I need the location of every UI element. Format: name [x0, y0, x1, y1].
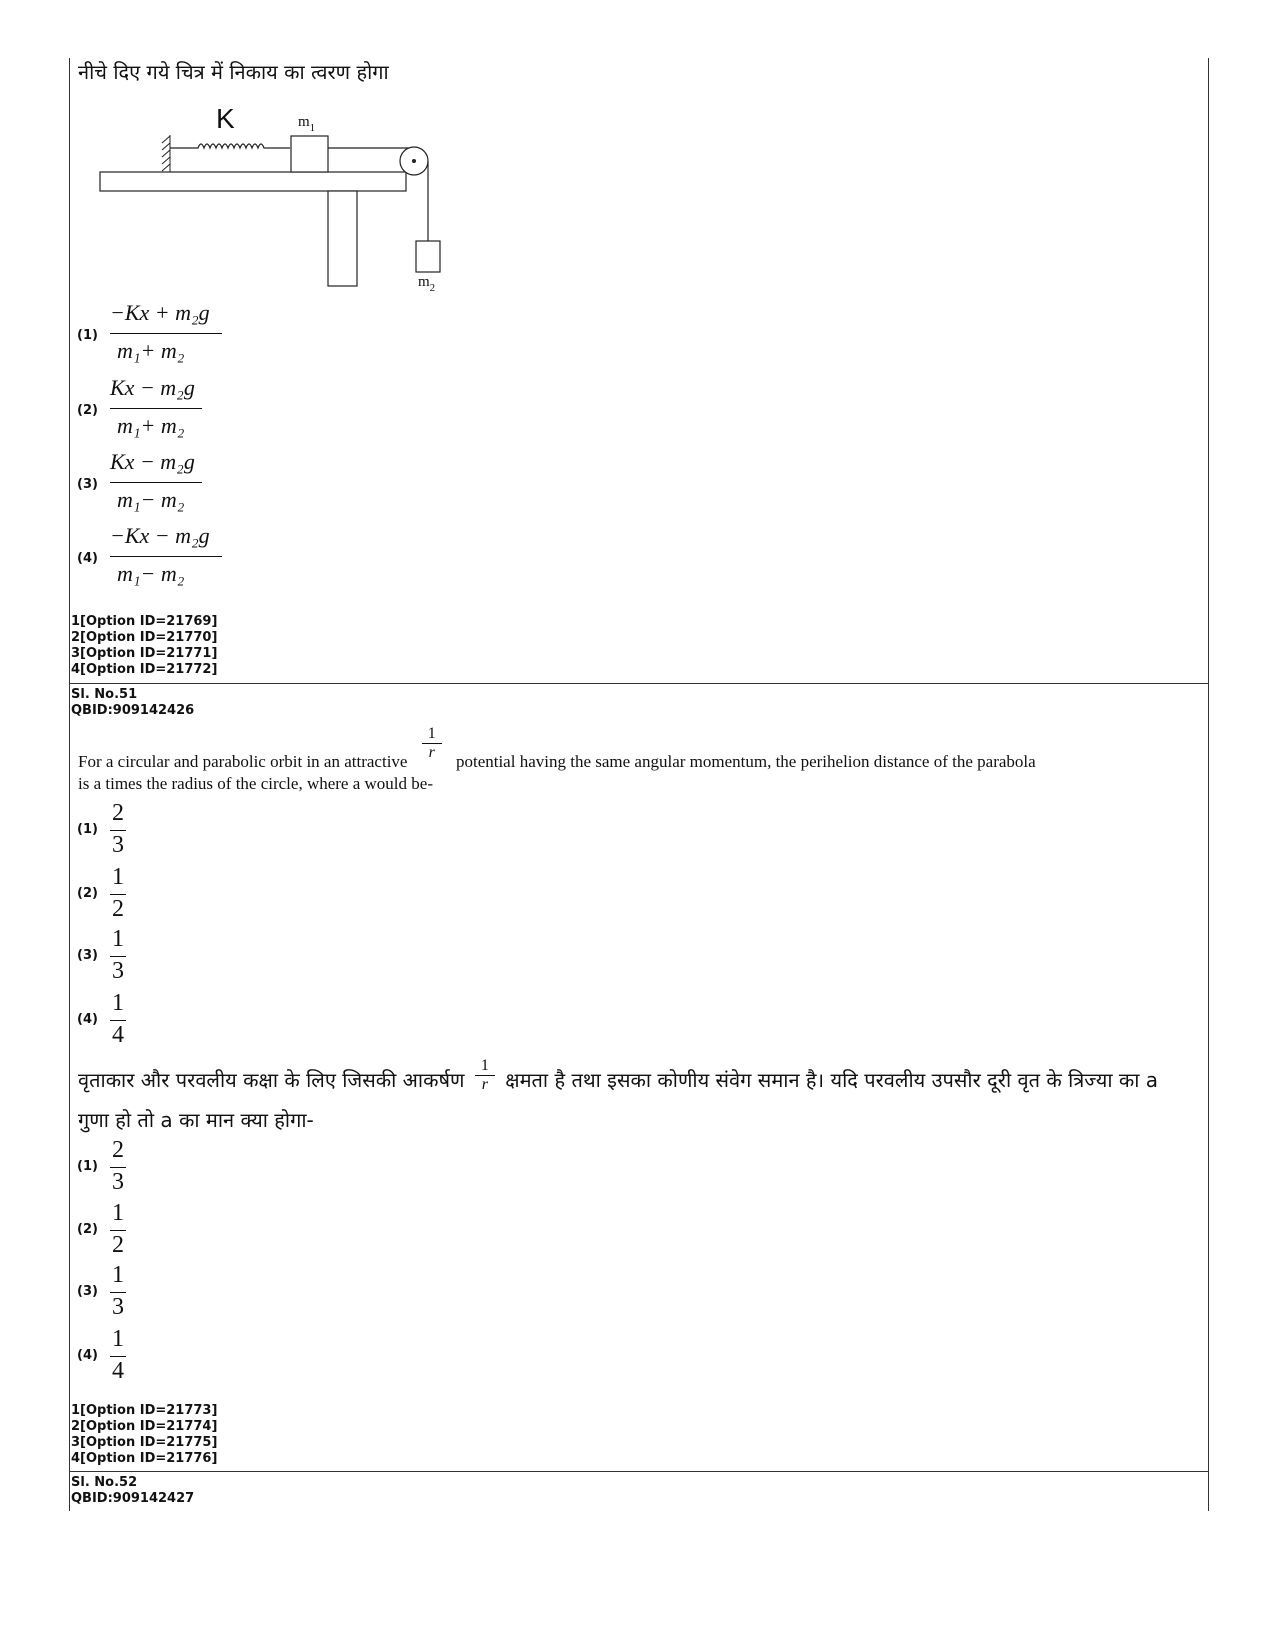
- option-number: (1): [77, 1159, 98, 1174]
- option-number: (1): [77, 328, 98, 343]
- formula-denominator: m₁+ m₂: [117, 413, 185, 438]
- fraction-denominator: 4: [112, 1022, 124, 1048]
- qbid: QBID:909142427: [71, 1491, 195, 1506]
- table-top: [100, 172, 406, 191]
- q52-header: [71, 1475, 194, 1507]
- fraction-bar: [110, 830, 126, 831]
- option-number: (2): [77, 886, 98, 901]
- serial-number: Sl. No.51: [71, 687, 138, 702]
- fraction-numerator: 1: [112, 1326, 124, 1352]
- q51-option-ids: [71, 1403, 217, 1467]
- q51-english-line2: is a times the radius of the circle, where a would be-: [78, 774, 433, 793]
- fraction-denominator: 3: [112, 1169, 124, 1195]
- fraction-bar: [110, 333, 222, 334]
- inline-fraction: $\frac{1}{r}$: [422, 725, 442, 762]
- option-number: (3): [77, 477, 98, 492]
- fraction-numerator: 2: [112, 1137, 124, 1163]
- option-id: 4[Option ID=21776]: [71, 1451, 218, 1466]
- fraction-numerator: 1: [112, 990, 124, 1016]
- qbid: QBID:909142426: [71, 703, 195, 718]
- q51-english-line1: For a circular and parabolic orbit in an attractive $\frac{1}{r}$ potential having the same angular momentum, the perihelion distance of the parabola: [78, 725, 1036, 771]
- option-number: (3): [77, 948, 98, 963]
- fraction-numerator: 1: [112, 864, 124, 890]
- serial-number: Sl. No.52: [71, 1475, 138, 1490]
- fraction-bar: [110, 1292, 126, 1293]
- inline-fraction: $\frac{1}{r}$: [475, 1057, 495, 1094]
- option-id: 2[Option ID=21774]: [71, 1419, 218, 1434]
- fraction-bar: [110, 408, 202, 409]
- formula-numerator: −Kx + m₂g: [110, 300, 210, 325]
- divider-q51-q52: [69, 1471, 1209, 1472]
- q51-hindi-line1: वृताकार और परवलीय कक्षा के लिए जिसकी आकर्षण $\frac{1}{r}$ क्षमता है तथा इसका कोणीय संवेग समान है। यदि परवलीय उपसौर दूरी वृत के त्रिज्या का a: [78, 1057, 1159, 1093]
- fraction-denominator: 2: [112, 1232, 124, 1258]
- fraction-numerator: 1: [112, 1262, 124, 1288]
- fraction-denominator: 3: [112, 958, 124, 984]
- fraction-denominator: 4: [112, 1358, 124, 1384]
- formula-denominator: m₁− m₂: [117, 561, 185, 586]
- fraction-bar: [110, 956, 126, 957]
- fraction-bar: [110, 1167, 126, 1168]
- q51-hindi-line2: गुणा हो तो a का मान क्या होगा-: [78, 1108, 314, 1132]
- option-id: 1[Option ID=21769]: [71, 614, 218, 629]
- q51-header: [71, 687, 194, 719]
- option-number: (2): [77, 403, 98, 418]
- option-id: 1[Option ID=21773]: [71, 1403, 218, 1418]
- option-id: 3[Option ID=21775]: [71, 1435, 218, 1450]
- block-m1: [291, 136, 328, 172]
- fraction-numerator: 1: [112, 926, 124, 952]
- left-border: [69, 58, 70, 1511]
- formula-denominator: m₁− m₂: [117, 487, 185, 512]
- q50-option-ids: [71, 614, 217, 678]
- fraction-bar: [110, 1356, 126, 1357]
- m1-label: $m_1$: [298, 114, 316, 134]
- option-number: (4): [77, 1012, 98, 1027]
- formula-numerator: Kx − m₂g: [110, 449, 195, 474]
- formula-denominator: m₁+ m₂: [117, 338, 185, 363]
- divider-q50-q51: [69, 683, 1209, 684]
- formula-numerator: Kx − m₂g: [110, 375, 195, 400]
- option-number: (4): [77, 1348, 98, 1363]
- fraction-numerator: 2: [112, 800, 124, 826]
- fraction-bar: [110, 556, 222, 557]
- option-id: 4[Option ID=21772]: [71, 662, 218, 677]
- fraction-numerator: 1: [112, 1200, 124, 1226]
- fraction-bar: [110, 1020, 126, 1021]
- fraction-bar: [110, 482, 202, 483]
- block-m2: [416, 241, 440, 272]
- spring-label: K: [216, 103, 235, 134]
- right-border: [1208, 58, 1209, 1511]
- option-number: (4): [77, 551, 98, 566]
- option-number: (1): [77, 822, 98, 837]
- table-leg: [328, 191, 357, 286]
- option-number: (2): [77, 1222, 98, 1237]
- option-id: 2[Option ID=21770]: [71, 630, 218, 645]
- fraction-denominator: 3: [112, 1294, 124, 1320]
- option-number: (3): [77, 1284, 98, 1299]
- formula-numerator: −Kx − m₂g: [110, 523, 210, 548]
- option-id: 3[Option ID=21771]: [71, 646, 218, 661]
- q50-question-text: नीचे दिए गये चित्र में निकाय का त्वरण होगा: [78, 60, 389, 84]
- fraction-bar: [110, 1230, 126, 1231]
- spring-pulley-diagram: [90, 100, 460, 300]
- spring-icon: [170, 144, 290, 148]
- fraction-denominator: 3: [112, 832, 124, 858]
- fraction-bar: [110, 894, 126, 895]
- fraction-denominator: 2: [112, 896, 124, 922]
- m2-label: $m_2$: [418, 274, 436, 294]
